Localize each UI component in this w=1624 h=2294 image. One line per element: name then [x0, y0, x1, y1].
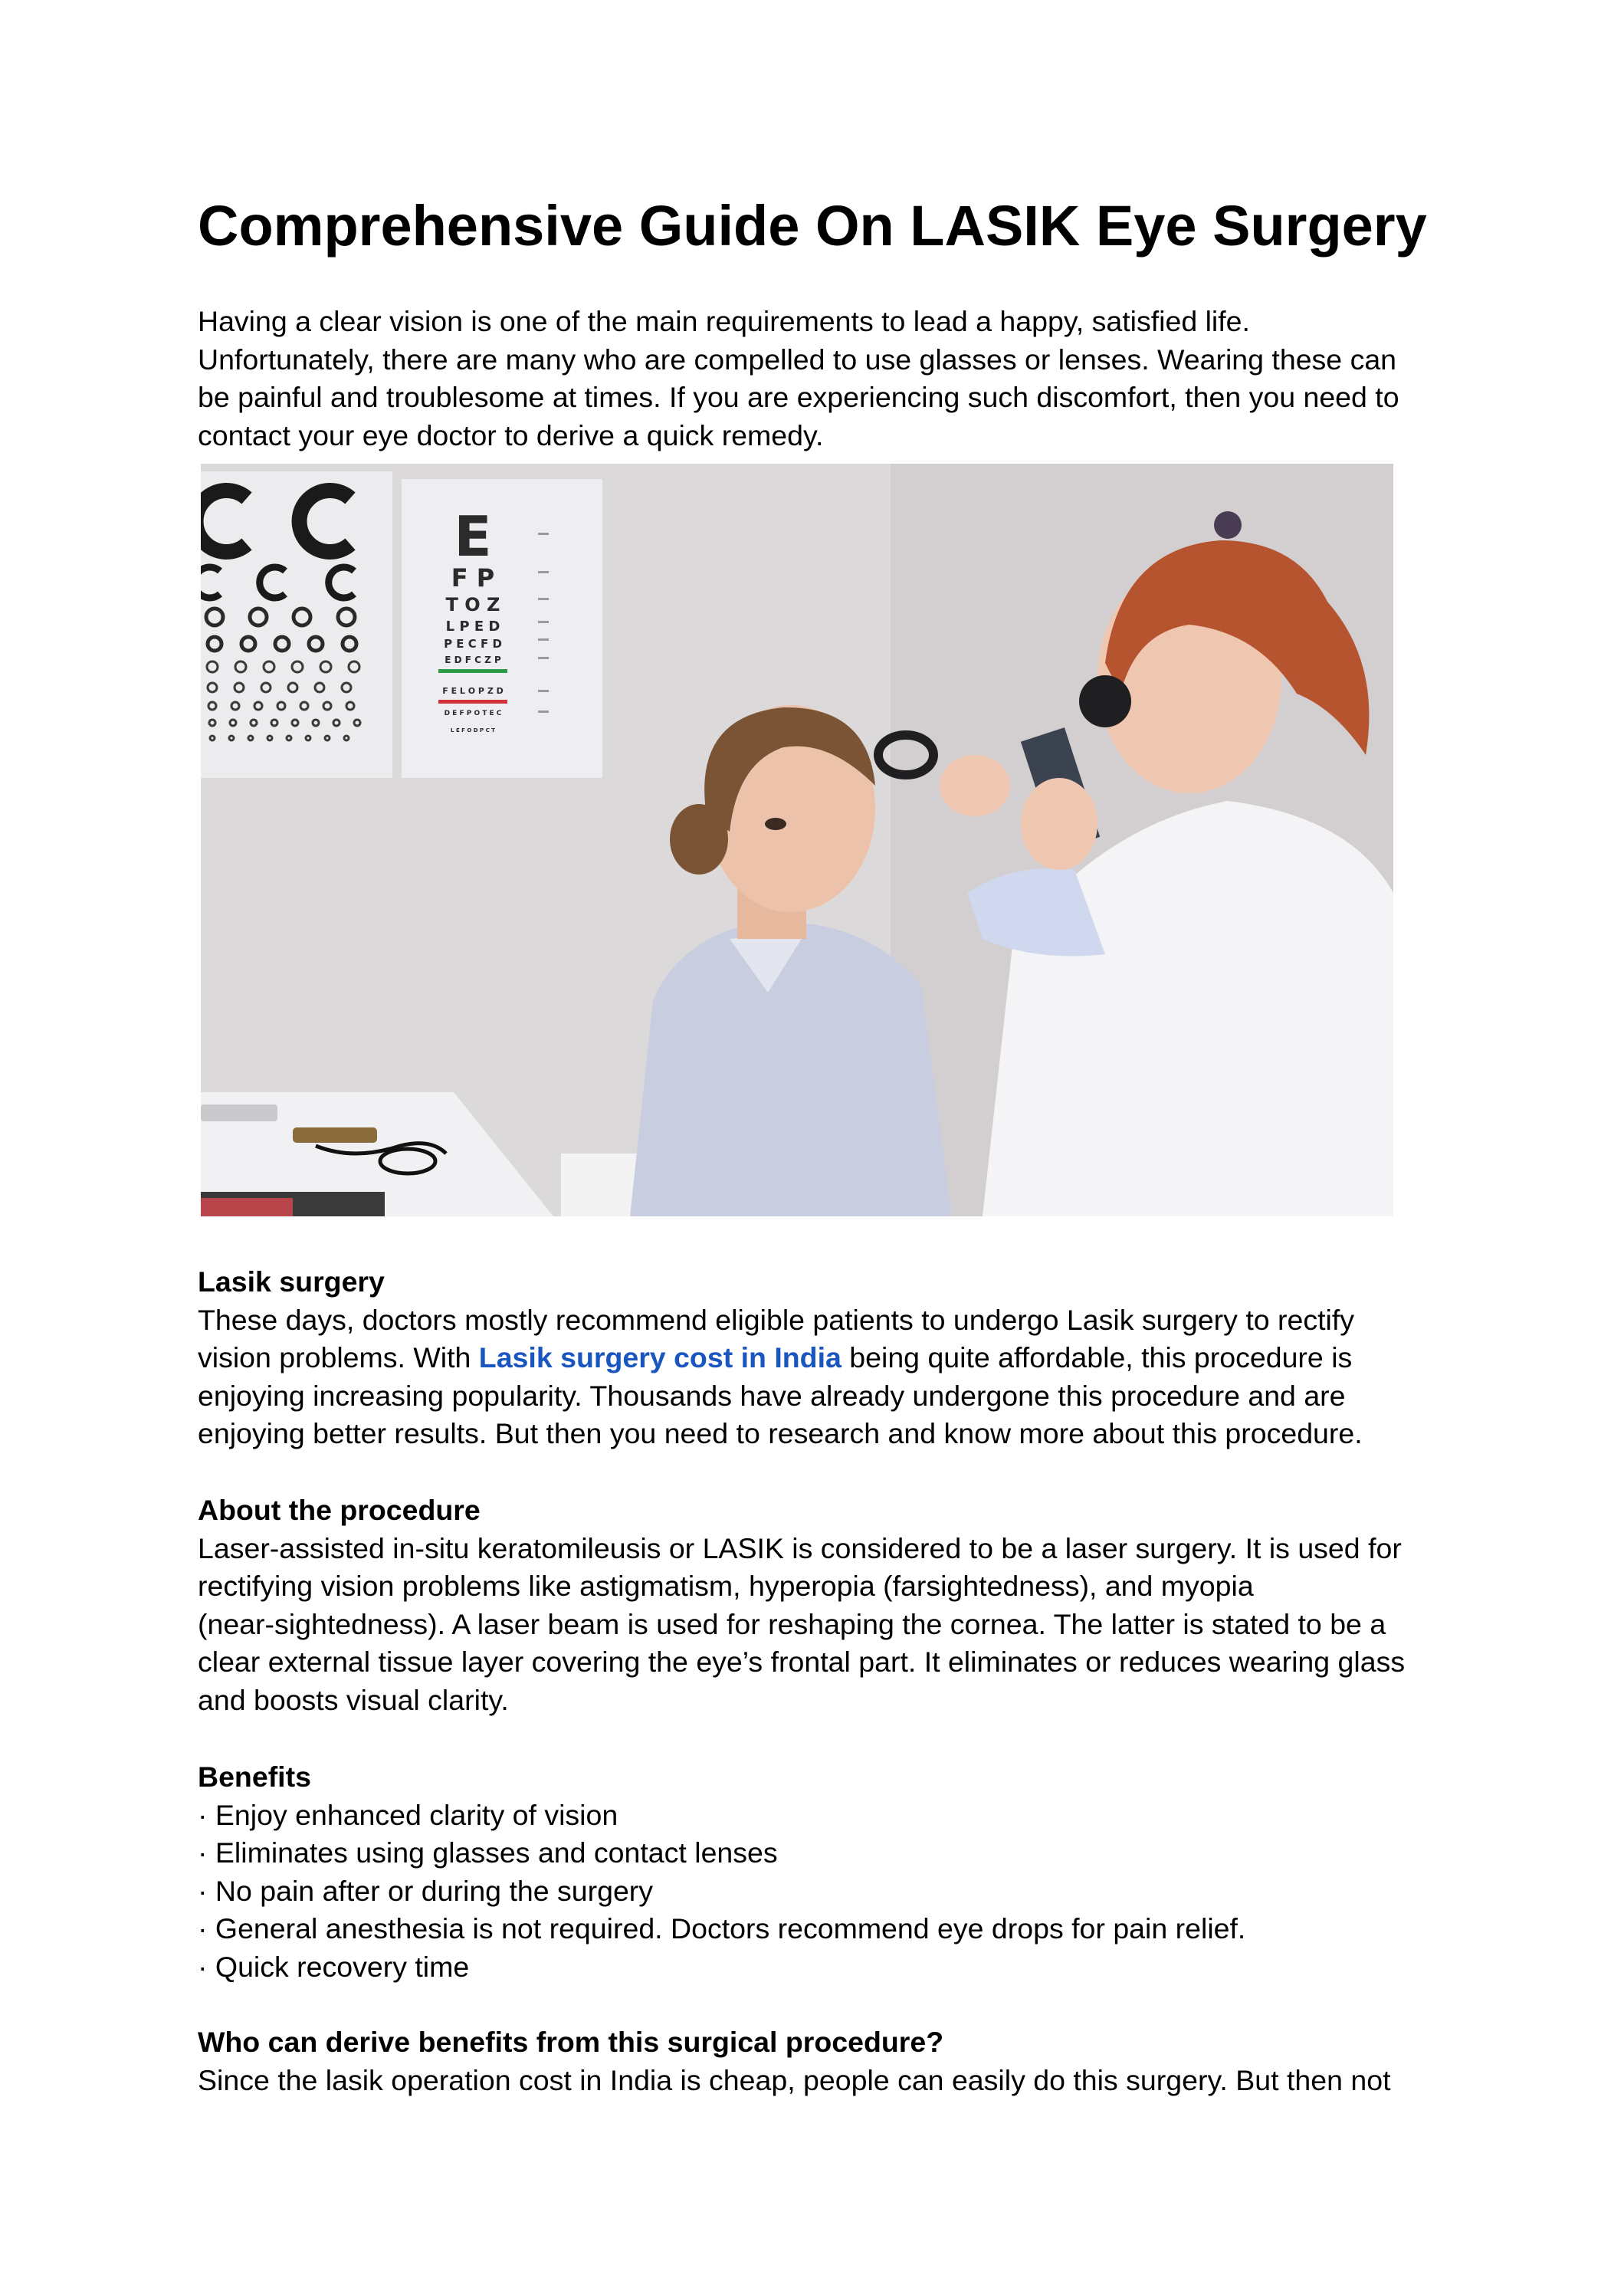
benefits-section [198, 1758, 1439, 1986]
article-title: Comprehensive Guide On LASIK Eye Surgery [198, 194, 1427, 258]
section-heading: About the procedure [198, 1494, 481, 1526]
paragraph-line: Laser-assisted in-situ keratomileusis or LASIK is considered to be a laser surgery. It is used for [198, 1531, 1402, 1564]
chart-letter-row: F E L O P Z D [442, 686, 504, 696]
intro-line: be painful and troublesome at times. If you are experiencing such discomfort, then you need to [198, 381, 1399, 413]
paragraph-line: These days, doctors mostly recommend eligible patients to undergo Lasik surgery to rectify [198, 1303, 1355, 1336]
paragraph-line: and boosts visual clarity. [198, 1683, 509, 1716]
chart-letter-row: L E F O D P C T [451, 727, 495, 733]
section-heading: Benefits [198, 1761, 311, 1793]
chart-letter-row: T O Z [445, 594, 500, 615]
paragraph-line: rectifying vision problems like astigmatism, hyperopia (farsightedness), and myopia [198, 1570, 1254, 1602]
snellen-chart [402, 479, 602, 778]
chart-letter-row: F P [451, 563, 495, 592]
paragraph-line: enjoying better results. But then you need to research and know more about this procedure. [198, 1417, 1363, 1449]
about-procedure-section [198, 1492, 1439, 1719]
lasik-cost-link[interactable]: Lasik surgery cost in India [478, 1341, 842, 1373]
chart-letter-row: P E C F D [444, 637, 502, 651]
intro-line: Unfortunately, there are many who are compelled to use glasses or lenses. Wearing these can [198, 343, 1397, 376]
chart-letter-row: E D F C Z P [445, 655, 501, 665]
section-heading: Lasik surgery [198, 1265, 385, 1298]
benefit-item: · Eliminates using glasses and contact lenses [198, 1836, 778, 1869]
benefit-item: · No pain after or during the surgery [198, 1874, 654, 1907]
chart-letter-row: D E F P O T E C [444, 710, 502, 717]
paragraph-line: enjoying increasing popularity. Thousands have already undergone this procedure and are [198, 1379, 1346, 1412]
intro-paragraph [198, 303, 1439, 455]
paragraph-text: being quite affordable, this procedure is [841, 1341, 1353, 1373]
benefit-item: · General anesthesia is not required. Doctors recommend eye drops for pain relief. [198, 1912, 1246, 1944]
paragraph-line: (near-sightedness). A laser beam is used for reshaping the cornea. The latter is stated to be a [198, 1607, 1386, 1640]
intro-line: Having a clear vision is one of the main requirements to lead a happy, satisfied life. [198, 305, 1250, 337]
section-heading: Who can derive benefits from this surgical procedure? [198, 2026, 944, 2058]
benefit-item: · Quick recovery time [198, 1950, 470, 1983]
who-benefits-section [198, 2023, 1439, 2099]
paragraph-line: Since the lasik operation cost in India is cheap, people can easily do this surgery. But then not [198, 2063, 1391, 2096]
lasik-surgery-section [198, 1263, 1439, 1453]
paragraph-text: vision problems. With [198, 1341, 479, 1373]
paragraph-line [198, 1339, 1439, 1377]
chart-letter-row: E [454, 504, 492, 569]
landolt-c-chart [201, 471, 392, 778]
chart-letter-row: L P E D [445, 619, 500, 635]
hero-image-eye-exam [201, 464, 1393, 1216]
paragraph-line: clear external tissue layer covering the eye’s frontal part. It eliminates or reduces wearing glass [198, 1646, 1406, 1678]
intro-line: contact your eye doctor to derive a quick remedy. [198, 418, 824, 451]
benefit-item: · Enjoy enhanced clarity of vision [198, 1798, 618, 1831]
